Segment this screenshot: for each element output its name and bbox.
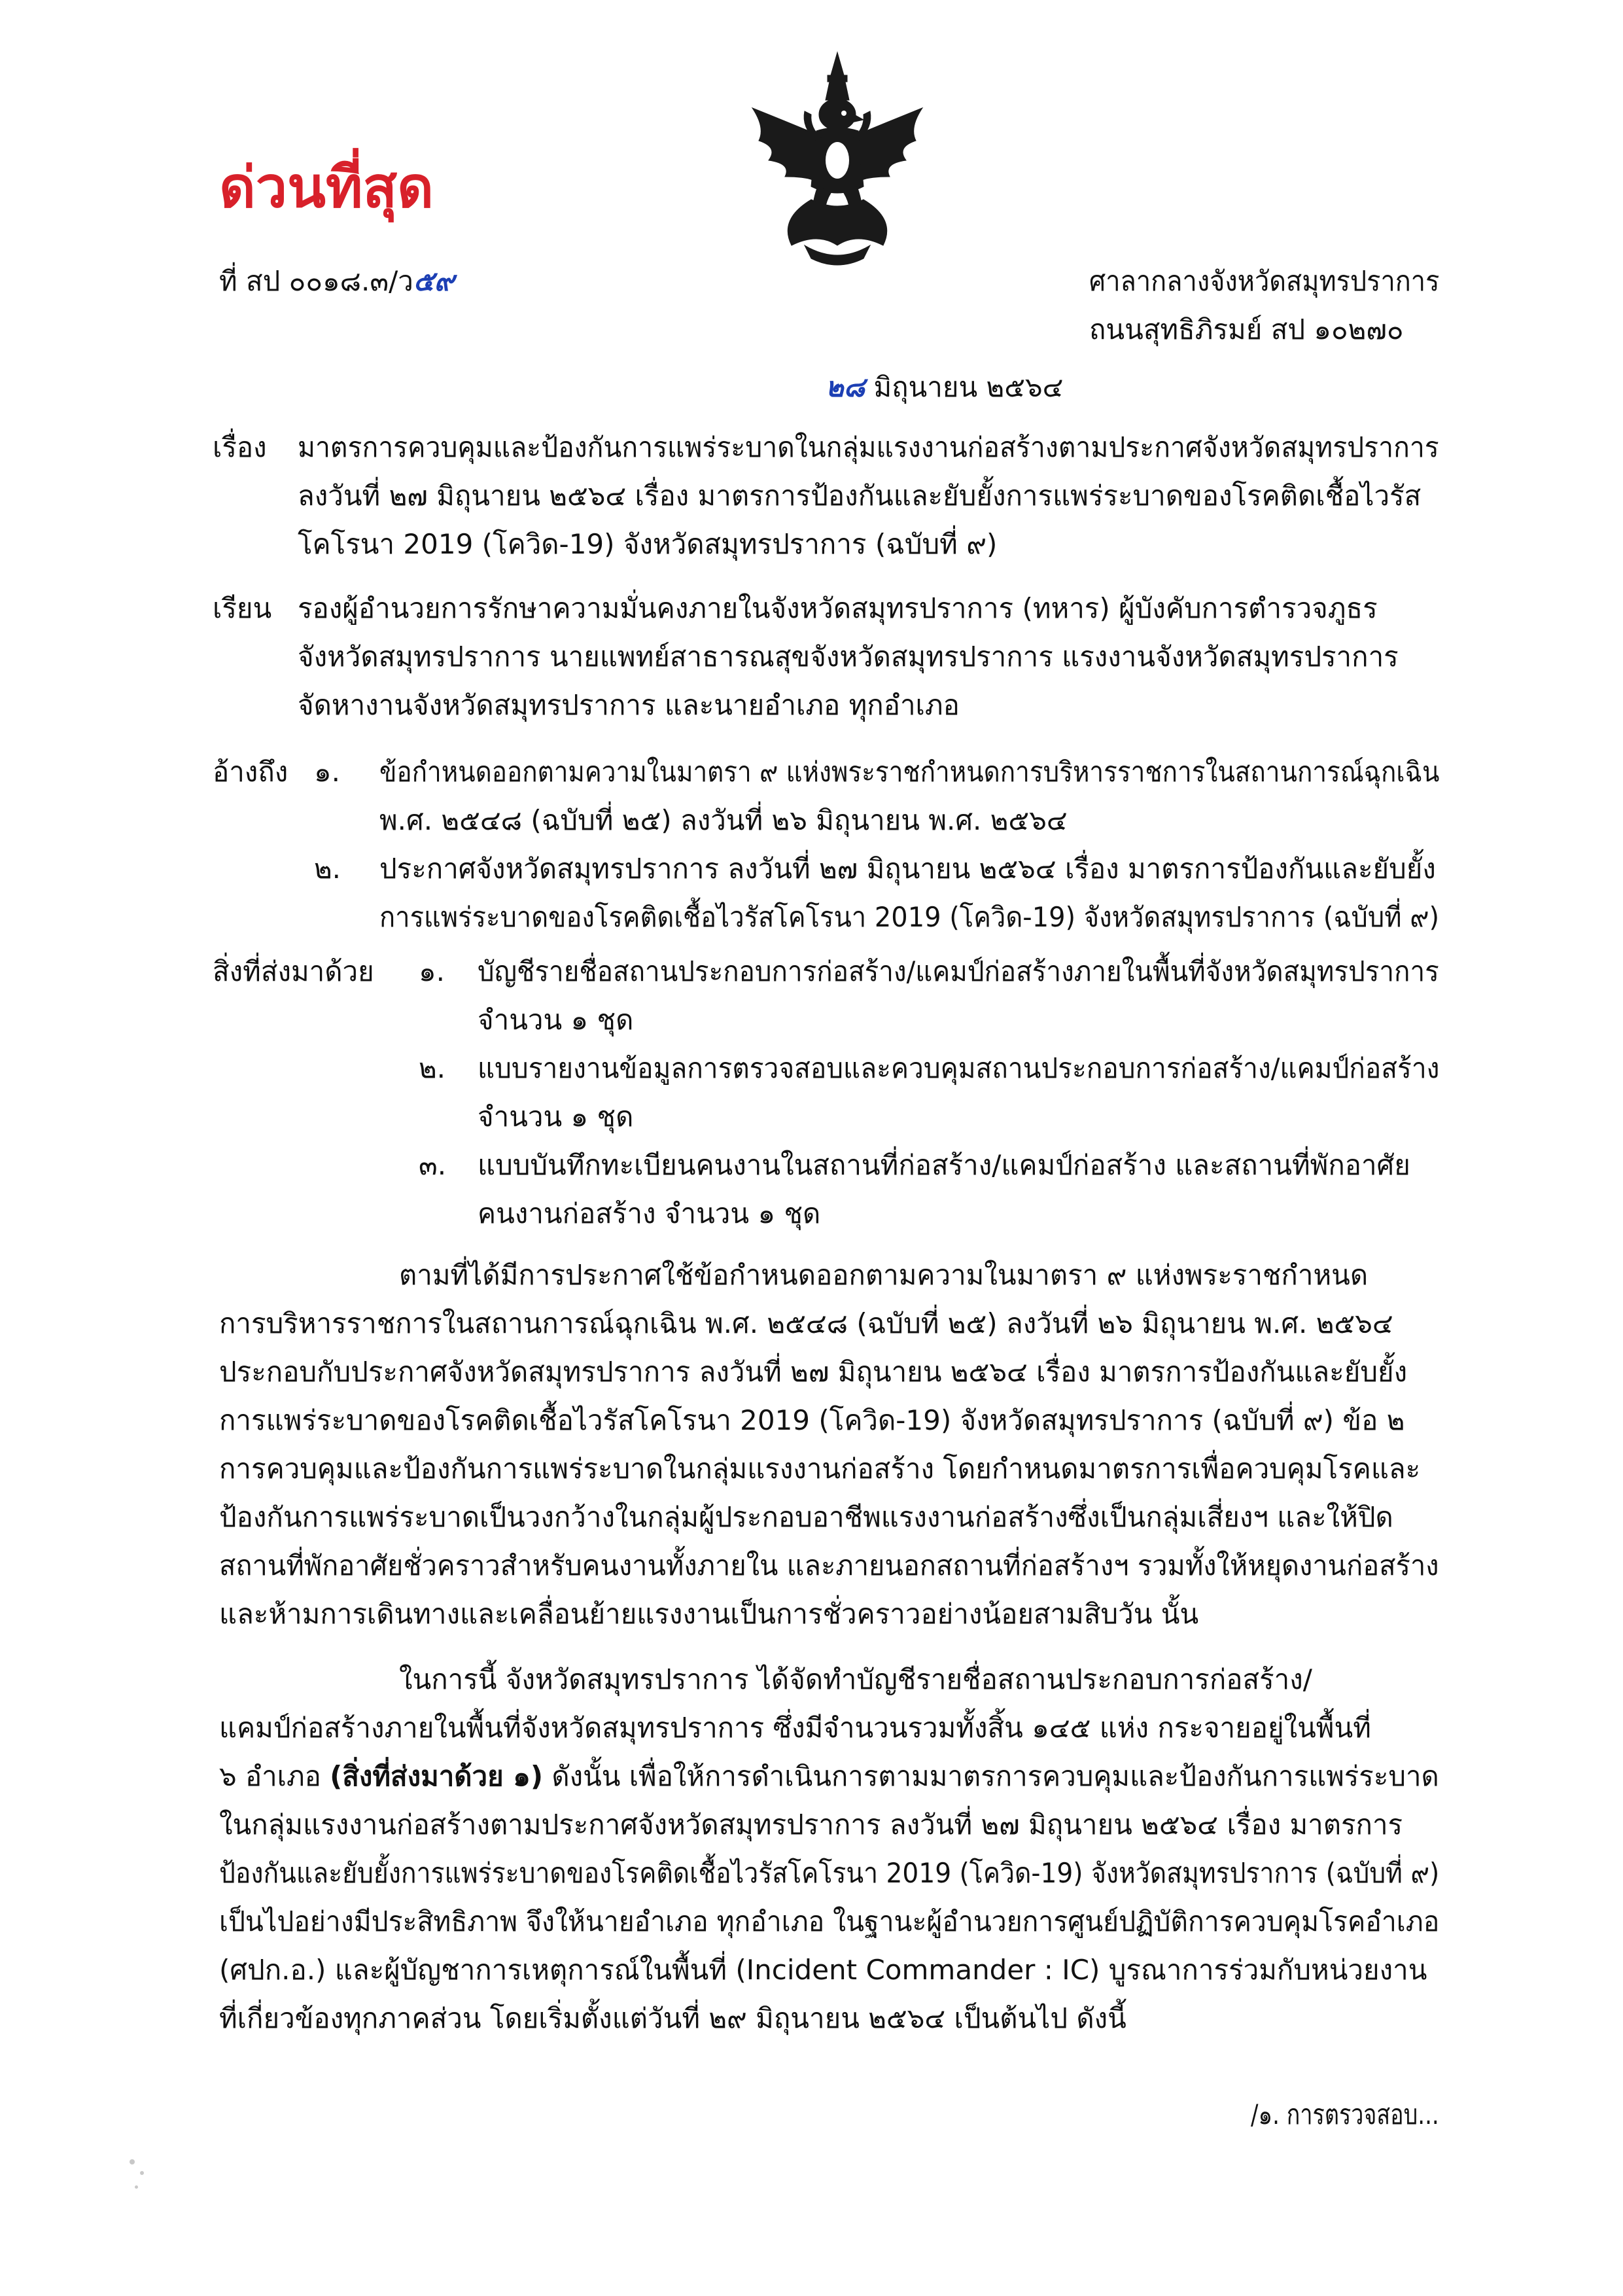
enclosure-line: แบบบันทึกทะเบียนคนงานในสถานที่ก่อสร้าง/แคมป์ก่อสร้าง และสถานที่พักอาศัย: [478, 1149, 1410, 1181]
subject-line: มาตรการควบคุมและป้องกันการแพร่ระบาดในกลุ่มแรงงานก่อสร้างตามประกาศจังหวัดสมุทรปราการ: [298, 431, 1439, 463]
document-number: [219, 257, 454, 306]
addressee-label: เรียน: [213, 592, 272, 624]
subject-line: โคโรนา 2019 (โควิด-19) จังหวัดสมุทรปราการ (ฉบับที่ ๙): [298, 528, 998, 560]
enclosure-number: ๑.: [419, 955, 445, 987]
paragraph2-line: ในการนี้ จังหวัดสมุทรปราการ ได้จัดทำบัญชีรายชื่อสถานประกอบการก่อสร้าง/: [399, 1663, 1312, 1695]
document-number-handwritten: ๕๙: [413, 265, 455, 297]
paragraph1-line: การบริหารราชการในสถานการณ์ฉุกเฉิน พ.ศ. ๒๕๔๘ (ฉบับที่ ๒๕) ลงวันที่ ๒๖ มิถุนายน พ.ศ. ๒๕๖๔: [219, 1307, 1393, 1339]
enclosure-line: คนงานก่อสร้าง จำนวน ๑ ชุด: [478, 1197, 821, 1229]
paragraph1-line: การแพร่ระบาดของโรคติดเชื้อไวรัสโคโรนา 2019 (โควิด-19) จังหวัดสมุทรปราการ (ฉบับที่ ๙) ข้อ ๒: [219, 1404, 1405, 1436]
enclosure-line: บัญชีรายชื่อสถานประกอบการก่อสร้าง/แคมป์ก่อสร้างภายในพื้นที่จังหวัดสมุทรปราการ: [478, 955, 1439, 987]
paragraph1-line: สถานที่พักอาศัยชั่วคราวสำหรับคนงานทั้งภายใน และภายนอกสถานที่ก่อสร้างฯ รวมทั้งให้หยุดงานก่อสร้าง: [219, 1549, 1439, 1581]
paragraph1-line: ตามที่ได้มีการประกาศใช้ข้อกำหนดออกตามความในมาตรา ๙ แห่งพระราชกำหนด: [399, 1259, 1369, 1291]
subject-line: ลงวันที่ ๒๗ มิถุนายน ๒๕๖๔ เรื่อง มาตรการป้องกันและยับยั้งการแพร่ระบาดของโรคติดเชื้อไวรัส: [298, 480, 1422, 512]
urgency-stamp: ด่วนที่สุด: [219, 155, 434, 221]
paragraph1-line: ป้องกันการแพร่ระบาดเป็นวงกว้างในกลุ่มผู้ประกอบอาชีพแรงงานก่อสร้างซึ่งเป็นกลุ่มเสี่ยงฯ และให้ปิด: [219, 1501, 1393, 1533]
paragraph2-line: ป้องกันและยับยั้งการแพร่ระบาดของโรคติดเชื้อไวรัสโคโรนา 2019 (โควิด-19) จังหวัดสมุทรปราการ (ฉบับที่ ๙): [219, 1857, 1440, 1889]
addressee-line: รองผู้อำนวยการรักษาความมั่นคงภายในจังหวัดสมุทรปราการ (ทหาร) ผู้บังคับการตำรวจภูธร: [298, 592, 1378, 624]
paragraph2-text: ๖ อำเภอ: [219, 1760, 330, 1792]
subject-label: เรื่อง: [213, 431, 267, 463]
reference-line: ข้อกำหนดออกตามความในมาตรา ๙ แห่งพระราชกำหนดการบริหารราชการในสถานการณ์ฉุกเฉิน: [379, 756, 1440, 788]
office-address-line1: ศาลากลางจังหวัดสมุทรปราการ: [1089, 265, 1440, 297]
scan-speck: [130, 2159, 135, 2164]
date-month-year: มิถุนายน ๒๕๖๔: [865, 371, 1064, 403]
paragraph1-line: การควบคุมและป้องกันการแพร่ระบาดในกลุ่มแรงงานก่อสร้าง โดยกำหนดมาตรการเพื่อควบคุมโรคและ: [219, 1453, 1421, 1485]
continuation-marker: /๑. การตรวจสอบ...: [1251, 2098, 1439, 2130]
paragraph2-line: เป็นไปอย่างมีประสิทธิภาพ จึงให้นายอำเภอ ทุกอำเภอ ในฐานะผู้อำนวยการศูนย์ปฏิบัติการควบคุมโรคอำเภอ: [219, 1905, 1440, 1937]
scan-speck: [135, 2185, 138, 2189]
paragraph1-line: ประกอบกับประกาศจังหวัดสมุทรปราการ ลงวันที่ ๒๗ มิถุนายน ๒๕๖๔ เรื่อง มาตรการป้องกันและยับยั้ง: [219, 1356, 1408, 1388]
references-label: อ้างถึง: [213, 756, 288, 788]
paragraph2-line: (ศปก.อ.) และผู้บัญชาการเหตุการณ์ในพื้นที่ (Incident Commander : IC) บูรณาการร่วมกับหน่วยงาน: [219, 1954, 1427, 1986]
reference-line: การแพร่ระบาดของโรคติดเชื้อไวรัสโคโรนา 2019 (โควิด-19) จังหวัดสมุทรปราการ (ฉบับที่ ๙): [379, 901, 1440, 933]
date-day-handwritten: ๒๘: [826, 371, 865, 403]
paragraph2-text: ดังนั้น เพื่อให้การดำเนินการตามมาตรการควบคุมและป้องกันการแพร่ระบาด: [543, 1760, 1439, 1792]
reference-number: ๒.: [314, 853, 341, 885]
addressee-line: จังหวัดสมุทรปราการ นายแพทย์สาธารณสุขจังหวัดสมุทรปราการ แรงงานจังหวัดสมุทรปราการ: [298, 641, 1399, 673]
reference-line: พ.ศ. ๒๕๔๘ (ฉบับที่ ๒๕) ลงวันที่ ๒๖ มิถุนายน พ.ศ. ๒๕๖๔: [379, 804, 1068, 836]
paragraph2-line: ในกลุ่มแรงงานก่อสร้างตามประกาศจังหวัดสมุทรปราการ ลงวันที่ ๒๗ มิถุนายน ๒๕๖๔ เรื่อง มาตรการ: [219, 1809, 1403, 1841]
paragraph2-line: [219, 1752, 1439, 1801]
enclosure-line: แบบรายงานข้อมูลการตรวจสอบและควบคุมสถานประกอบการก่อสร้าง/แคมป์ก่อสร้าง: [478, 1052, 1440, 1084]
paragraph2-line: แคมป์ก่อสร้างภายในพื้นที่จังหวัดสมุทรปราการ ซึ่งมีจำนวนรวมทั้งสิ้น ๑๔๕ แห่ง กระจายอยู่ในพื้นที่: [219, 1712, 1371, 1744]
enclosure-number: ๓.: [419, 1149, 447, 1181]
enclosure-line: จำนวน ๑ ชุด: [478, 1101, 634, 1133]
paragraph2-line: ที่เกี่ยวข้องทุกภาคส่วน โดยเริ่มตั้งแต่วันที่ ๒๙ มิถุนายน ๒๕๖๔ เป็นต้นไป ดังนี้: [219, 2002, 1126, 2034]
enclosure-line: จำนวน ๑ ชุด: [478, 1004, 634, 1036]
reference-line: ประกาศจังหวัดสมุทรปราการ ลงวันที่ ๒๗ มิถุนายน ๒๕๖๔ เรื่อง มาตรการป้องกันและยับยั้ง: [379, 853, 1436, 885]
reference-number: ๑.: [314, 756, 341, 788]
enclosures-label: สิ่งที่ส่งมาด้วย: [213, 955, 374, 987]
office-address-line2: ถนนสุทธิภิรมย์ สป ๑๐๒๗๐: [1089, 313, 1404, 345]
garuda-emblem: [739, 49, 935, 272]
document-date: [826, 363, 1063, 412]
enclosure-number: ๒.: [419, 1052, 446, 1084]
enclosure-reference: (สิ่งที่ส่งมาด้วย ๑): [330, 1760, 544, 1792]
paragraph1-line: และห้ามการเดินทางและเคลื่อนย้ายแรงงานเป็นการชั่วคราวอย่างน้อยสามสิบวัน นั้น: [219, 1598, 1199, 1630]
scan-speck: [140, 2171, 144, 2175]
addressee-line: จัดหางานจังหวัดสมุทรปราการ และนายอำเภอ ทุกอำเภอ: [298, 689, 960, 721]
document-number-prefix: ที่ สป ๐๐๑๘.๓/ว: [219, 265, 413, 297]
